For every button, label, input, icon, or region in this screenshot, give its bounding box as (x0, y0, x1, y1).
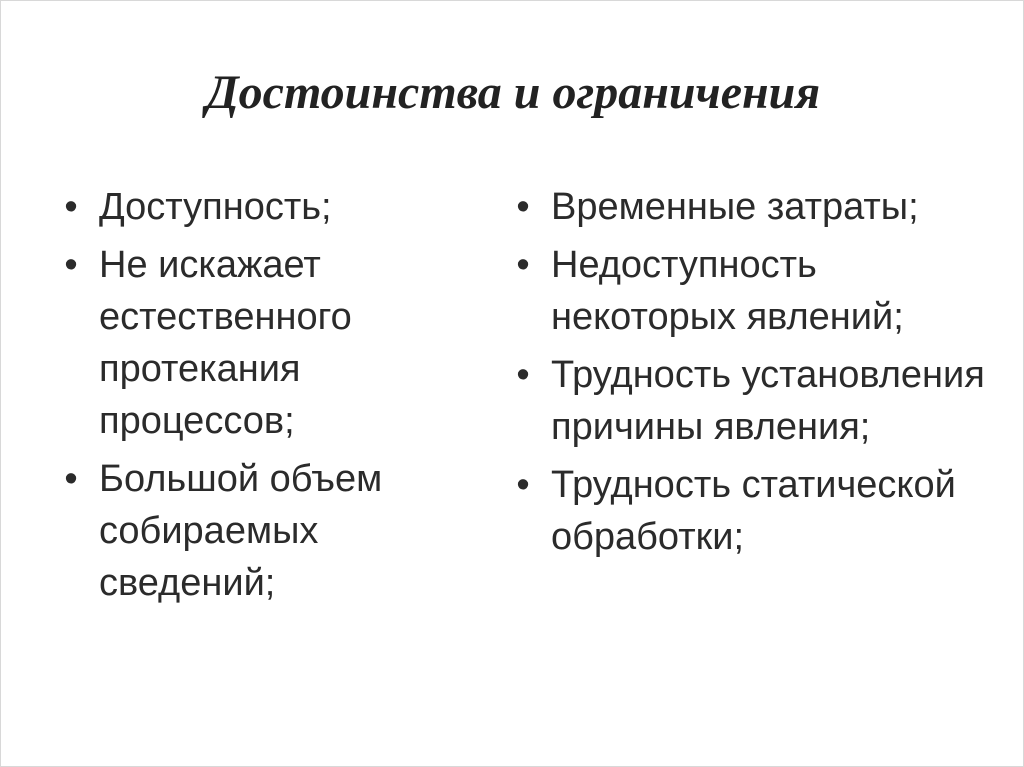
list-item (513, 239, 993, 343)
list-item (513, 349, 993, 453)
limitations-list (513, 181, 993, 569)
limitation-text: Временные затраты; (551, 186, 919, 228)
list-item (61, 239, 461, 447)
advantage-text: Не искажает естественного протекания процессов; (99, 244, 352, 442)
bullet-icon: • (516, 354, 530, 396)
list-item (513, 181, 993, 233)
advantage-text: Большой объем собираемых сведений; (99, 458, 383, 604)
limitation-text: Недоступность некоторых явлений; (551, 244, 904, 338)
list-item (513, 459, 993, 563)
list-item (61, 181, 461, 233)
bullet-icon: • (64, 244, 78, 286)
advantages-list (61, 181, 461, 615)
bullet-icon: • (516, 244, 530, 286)
bullet-icon: • (64, 186, 78, 228)
advantage-text: Доступность; (99, 186, 332, 228)
bullet-icon: • (64, 458, 78, 500)
bullet-icon: • (516, 186, 530, 228)
limitation-text: Трудность статической обработки; (551, 464, 956, 558)
slide-title: Достоинства и ограничения (205, 66, 821, 119)
bullet-icon: • (516, 464, 530, 506)
list-item (61, 453, 461, 609)
limitation-text: Трудность установления причины явления; (551, 354, 985, 448)
